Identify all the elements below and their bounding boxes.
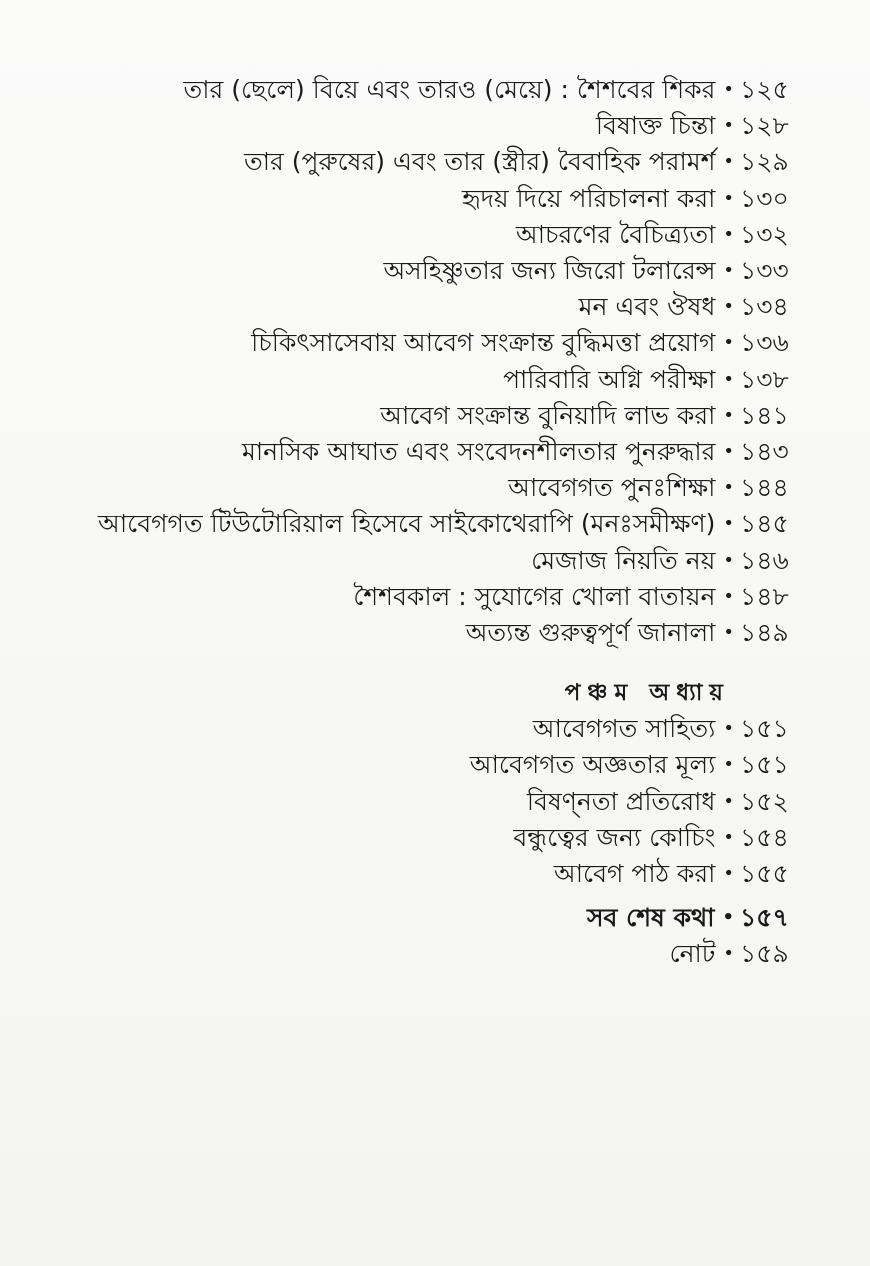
toc-entry xyxy=(32,217,792,253)
toc-group-2 xyxy=(32,711,792,892)
toc-entry-title: তার (পুরুষের) এবং তার (স্ত্রীর) বৈবাহিক পরামর্শ xyxy=(244,147,716,177)
toc-entry-title: বিষণ্নতা প্রতিরোধ xyxy=(526,786,716,816)
toc-entry xyxy=(32,579,792,615)
toc-entry xyxy=(32,253,792,289)
bullet-icon: • xyxy=(723,187,734,209)
toc-entry-page-number: ১৩৩ xyxy=(740,256,789,286)
toc-entry xyxy=(32,856,792,892)
toc-entry-page-number: ১৫১ xyxy=(740,714,789,744)
toc-entry-title: বিষাক্ত চিন্তা xyxy=(595,111,716,141)
bullet-icon: • xyxy=(723,332,734,354)
toc-entry-page-number: ১৪৩ xyxy=(740,436,789,466)
toc-entry-page-number: ১৩২ xyxy=(740,219,789,249)
toc-entry xyxy=(32,784,792,820)
toc-entry-page-number: ১৪৫ xyxy=(740,509,789,539)
toc-group-1 xyxy=(32,72,792,651)
toc-entry-title: আবেগগত টিউটোরিয়াল হিসেবে সাইকোথেরাপি (মনঃসমীক্ষণ) xyxy=(97,509,716,539)
toc-entry-page-number: ১৪৪ xyxy=(740,473,789,503)
chapter-heading: পঞ্চম অধ্যায় xyxy=(564,679,730,706)
toc-entry xyxy=(32,820,792,856)
toc-entry xyxy=(32,181,792,217)
toc-entry-page-number: ১৫৫ xyxy=(740,859,789,889)
toc-entry-title: তার (ছেলে) বিয়ে এবং তারও (মেয়ে) : শৈশবের শিকর xyxy=(183,75,716,105)
bullet-icon: • xyxy=(723,115,734,137)
bullet-icon: • xyxy=(723,223,734,245)
bullet-icon: • xyxy=(722,907,734,929)
toc-entry-page-number: ১২৯ xyxy=(740,147,789,177)
bullet-icon: • xyxy=(723,513,734,535)
toc-entry-title: আবেগ পাঠ করা xyxy=(553,859,716,889)
bullet-icon: • xyxy=(723,754,734,776)
toc-entry-page-number: ১৪৯ xyxy=(740,617,789,647)
toc-entry-title: হৃদয় দিয়ে পরিচালনা করা xyxy=(462,183,716,213)
toc-entry xyxy=(32,398,792,434)
toc-entry xyxy=(32,362,792,398)
toc-entry-page-number: ১২৫ xyxy=(740,75,789,105)
toc-entry-page-number: ১২৮ xyxy=(740,111,789,141)
toc-entry-title: আবেগগত পুনঃশিক্ষা xyxy=(508,473,716,503)
toc-entry xyxy=(32,72,792,108)
toc-entry-page-number: ১৩৮ xyxy=(740,364,789,394)
toc-entry xyxy=(32,289,792,325)
bullet-icon: • xyxy=(723,826,734,848)
toc-entry-page-number: ১৪৬ xyxy=(740,545,789,575)
bullet-icon: • xyxy=(723,296,734,318)
toc-entry-page-number: ১৩০ xyxy=(740,183,789,213)
bullet-icon: • xyxy=(723,549,734,571)
toc-entry xyxy=(32,747,792,783)
bullet-icon: • xyxy=(723,718,734,740)
toc-entry xyxy=(32,108,792,144)
toc-entry-title: আবেগগত অজ্ঞতার মূল্য xyxy=(469,750,716,780)
bullet-icon: • xyxy=(723,79,734,101)
toc-entry-title: মানসিক আঘাত এবং সংবেদনশীলতার পুনরুদ্ধার xyxy=(242,436,716,466)
toc-entry xyxy=(32,506,792,542)
bullet-icon: • xyxy=(723,790,734,812)
toc-entry-page-number: ১৫৪ xyxy=(740,822,789,852)
bullet-icon: • xyxy=(723,943,734,965)
toc-entry xyxy=(32,542,792,578)
toc-entry xyxy=(32,711,792,747)
toc-entry-page-number: ১৩৬ xyxy=(740,328,789,358)
toc-entry-title: অত্যন্ত গুরুত্বপূর্ণ জানালা xyxy=(465,617,716,647)
table-of-contents xyxy=(32,72,792,973)
bullet-icon: • xyxy=(723,621,734,643)
toc-entry-title: মেজাজ নিয়তি নয় xyxy=(531,545,716,575)
toc-entry-title: নোট xyxy=(669,939,716,969)
toc-entry-title: চিকিৎসাসেবায় আবেগ সংক্রান্ত বুদ্ধিমত্তা প্রয়োগ xyxy=(251,328,716,358)
bullet-icon: • xyxy=(723,151,734,173)
bullet-icon: • xyxy=(723,368,734,390)
bullet-icon: • xyxy=(723,585,734,607)
toc-entry-title: অসহিষ্ণুতার জন্য জিরো টলারেন্স xyxy=(383,256,716,286)
spacer xyxy=(32,892,792,900)
toc-entry-title: আবেগগত সাহিত্য xyxy=(532,714,716,744)
toc-entry-page-number: ১৩৪ xyxy=(740,292,789,322)
toc-entry-title: সব শেষ কথা xyxy=(586,903,715,933)
bullet-icon: • xyxy=(723,863,734,885)
toc-entry xyxy=(32,470,792,506)
toc-entry-page-number: ১৪৮ xyxy=(740,581,789,611)
toc-entry-page-number: ১৫৭ xyxy=(740,903,789,933)
toc-entry-page-number: ১৪১ xyxy=(740,400,789,430)
bullet-icon: • xyxy=(723,260,734,282)
toc-entry xyxy=(32,325,792,361)
toc-entry xyxy=(32,434,792,470)
toc-entry-title: বন্ধুত্বের জন্য কোচিং xyxy=(513,822,716,852)
bullet-icon: • xyxy=(723,404,734,426)
bullet-icon: • xyxy=(723,440,734,462)
toc-entry-page-number: ১৫১ xyxy=(740,750,789,780)
toc-entry xyxy=(32,144,792,180)
toc-entry-title: আবেগ সংক্রান্ত বুনিয়াদি লাভ করা xyxy=(380,400,716,430)
toc-entry-page-number: ১৫২ xyxy=(740,786,789,816)
toc-entry xyxy=(32,936,792,972)
toc-entry-title: আচরণের বৈচিত্র্যতা xyxy=(515,219,716,249)
toc-entry-title: মন এবং ঔষধ xyxy=(578,292,716,322)
toc-entry-title: পারিবারি অগ্নি পরীক্ষা xyxy=(503,364,716,394)
toc-entry-page-number: ১৫৯ xyxy=(740,939,789,969)
toc-entry xyxy=(32,615,792,651)
toc-entry xyxy=(32,900,792,936)
bullet-icon: • xyxy=(723,477,734,499)
toc-entry-title: শৈশবকাল : সুযোগের খোলা বাতায়ন xyxy=(353,581,716,611)
toc-group-3 xyxy=(32,900,792,972)
